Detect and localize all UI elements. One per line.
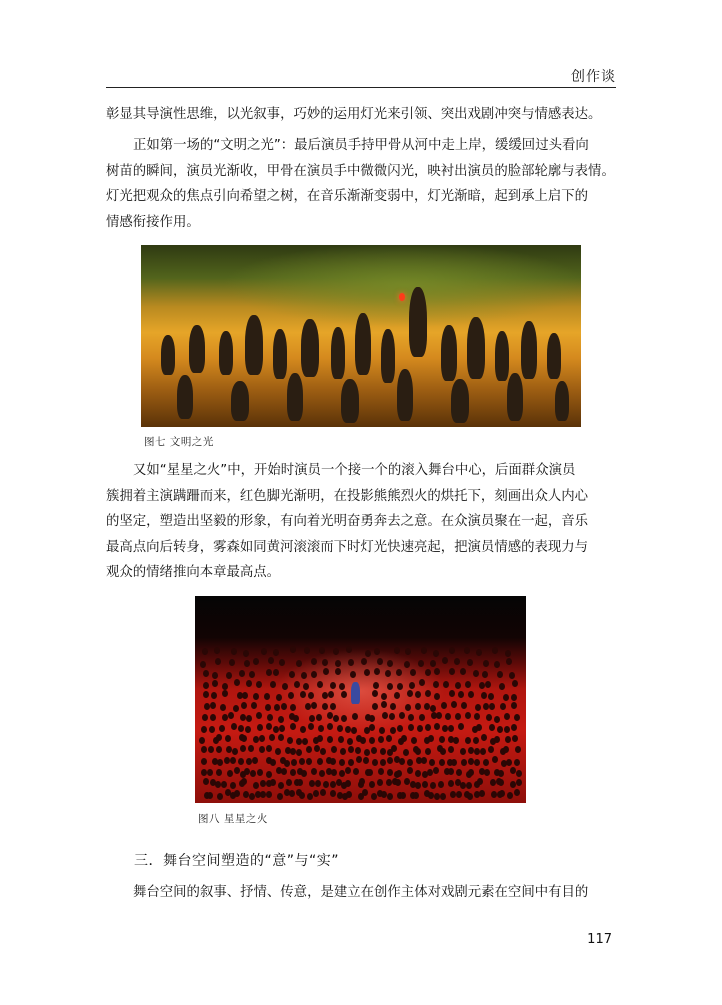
- text-line: 观众的情绪推向本章最高点。: [106, 565, 281, 580]
- figure-8-caption: 图八 星星之火: [198, 813, 268, 825]
- figure-8-image: [195, 596, 526, 803]
- paragraph-1: [106, 102, 616, 128]
- paragraph-2: [106, 133, 616, 235]
- text-line: 舞台空间的叙事、抒情、传意，是建立在创作主体对戏剧元素在空间中有目的: [133, 885, 589, 900]
- paragraph-3: [106, 458, 616, 586]
- lead-performer: [351, 682, 360, 704]
- lead-performer: [409, 287, 427, 357]
- paragraph-4: [106, 880, 616, 906]
- running-header-title: 创作谈: [571, 69, 616, 85]
- text-line: 灯光把观众的焦点引向希望之树，在音乐渐渐变弱中，灯光渐暗，起到承上启下的: [106, 189, 589, 204]
- text-line: 簇拥着主演蹒跚而来，红色脚光渐明，在投影熊熊烈火的烘托下，刻画出众人内心: [106, 488, 589, 504]
- figure-7-caption: 图七 文明之光: [144, 436, 214, 448]
- text-line: 正如第一场的“文明之光”：最后演员手持甲骨从河中走上岸，缓缓回过头看向: [133, 138, 589, 153]
- torch-glow: [399, 293, 405, 301]
- text-line: 最高点向后转身，雾森如同黄河滚滚而下时灯光快速亮起，把演员情感的表现力与: [106, 539, 589, 555]
- figure-7-image: [141, 245, 581, 427]
- header-rule: [106, 87, 616, 88]
- text-line: 情感衔接作用。: [106, 214, 200, 230]
- text-line: 树苗的瞬间，演员光渐收，甲骨在演员手中微微闪光，映衬出演员的脸部轮廓与表情。: [106, 163, 615, 179]
- section-heading: 三．舞台空间塑造的“意”与“实”: [134, 853, 340, 869]
- text-line: 又如“星星之火”中，开始时演员一个接一个的滚入舞台中心，后面群众演员: [133, 463, 576, 478]
- text-line: 的坚定，塑造出坚毅的形象，有向着光明奋勇奔去之意。在众演员聚在一起，音乐: [106, 514, 589, 529]
- text-line: 彰显其导演性思维，以光叙事，巧妙的运用灯光来引领、突出戏剧冲突与情感表达。: [106, 107, 602, 122]
- page-number: 117: [587, 932, 612, 947]
